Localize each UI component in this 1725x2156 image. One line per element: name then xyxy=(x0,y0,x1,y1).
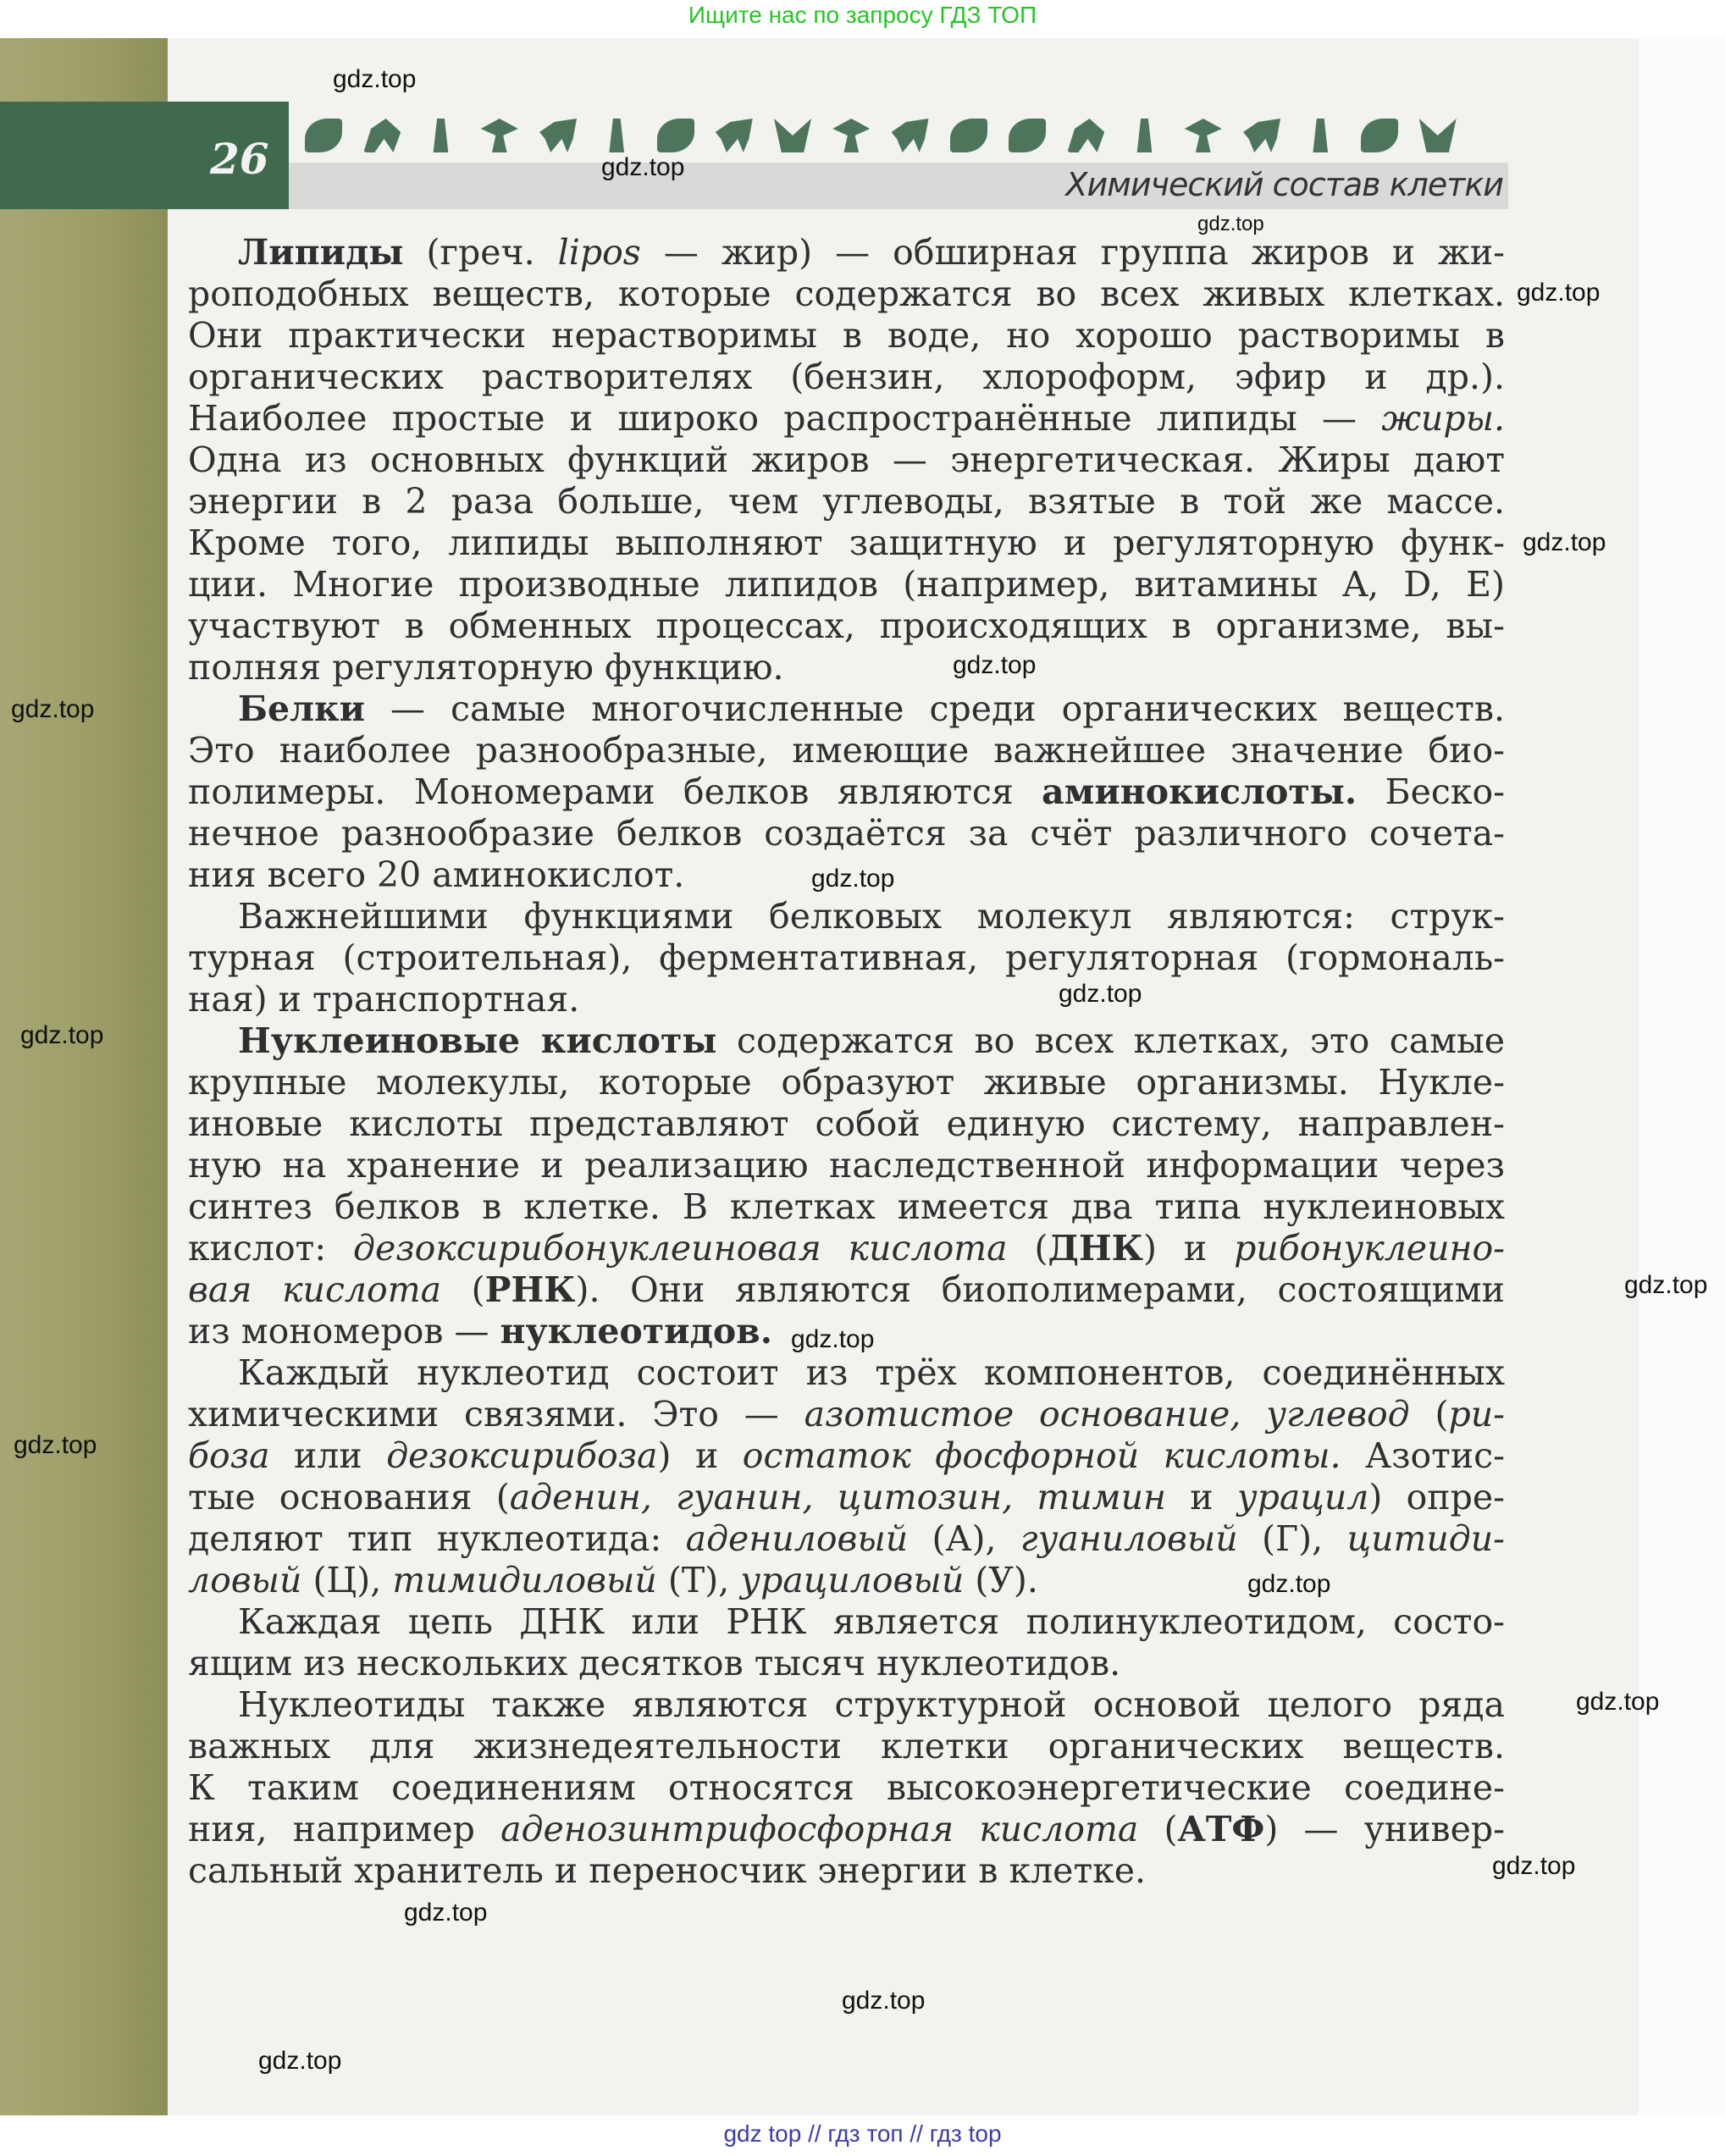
text-span: ящим из нескольких десятков тысяч нуклеотидов. xyxy=(188,1643,1121,1683)
text-line xyxy=(188,730,1505,771)
bold-term: нуклеотидов. xyxy=(500,1311,773,1352)
text-span: роподобных веществ, которые содержатся во всех живых клетках. xyxy=(188,274,1505,314)
text-line xyxy=(188,771,1505,813)
text-span: ( xyxy=(1007,1228,1048,1269)
insect-icon xyxy=(832,119,870,152)
italic-term: гуаниловый xyxy=(1020,1518,1238,1559)
italic-term: жиры. xyxy=(1381,398,1505,439)
text-span: иновые кислоты представляют собой единую систему, направлен- xyxy=(188,1103,1505,1144)
text-line xyxy=(188,1062,1505,1103)
text-line xyxy=(188,439,1505,481)
watermark: gdz.top xyxy=(404,1899,488,1927)
animal-icon xyxy=(363,119,401,152)
text-line xyxy=(188,1352,1505,1394)
text-span: ная) и транспортная. xyxy=(188,979,580,1020)
bold-term: Нуклеиновые кислоты xyxy=(238,1020,717,1061)
text-span: Каждая цепь ДНК или РНК является полинуклеотидом, состо- xyxy=(238,1601,1505,1642)
text-span: сальный хранитель и переносчик энергии в клетке. xyxy=(188,1850,1147,1891)
text-span: ния, например xyxy=(188,1809,501,1849)
italic-term: аденозинтрифосфорная кислота xyxy=(500,1809,1139,1849)
text-line xyxy=(188,1477,1505,1518)
text-span: ) — универ- xyxy=(1264,1809,1505,1849)
text-span: синтез белков в клетке. В клетках имеется два типа нуклеиновых xyxy=(188,1186,1505,1227)
bold-term: Липиды xyxy=(238,232,404,273)
italic-term: цитиди- xyxy=(1346,1518,1506,1559)
watermark: gdz.top xyxy=(1523,528,1606,556)
bottom-banner: gdz top // гдз топ // гдз top xyxy=(723,2120,1002,2147)
italic-term: тимидиловый xyxy=(392,1560,657,1600)
text-line xyxy=(188,1394,1505,1435)
watermark: gdz.top xyxy=(333,65,417,93)
text-span: ) и xyxy=(657,1435,743,1476)
animal-silhouettes-decoration xyxy=(305,108,1457,152)
text-span: крупные молекулы, которые образуют живые организмы. Нукле- xyxy=(188,1062,1505,1103)
watermark: gdz.top xyxy=(1247,1570,1331,1598)
text-span: (Ц), xyxy=(301,1560,393,1600)
figure-icon xyxy=(423,119,460,152)
text-span: ). Они являются биополимерами, состоящими xyxy=(575,1269,1505,1310)
text-line xyxy=(188,522,1505,564)
text-line xyxy=(188,605,1505,647)
text-span: содержатся во всех клетках, это самые xyxy=(716,1020,1506,1061)
italic-term: азотистое основание, углевод xyxy=(804,1394,1410,1435)
text-span: ( xyxy=(1409,1394,1449,1435)
text-span: — жир) — обширная группа жиров и жи- xyxy=(640,232,1505,273)
text-line xyxy=(188,481,1505,522)
text-line xyxy=(188,232,1505,274)
text-line xyxy=(188,979,1505,1020)
watermark: gdz.top xyxy=(11,695,95,723)
text-span: Беско- xyxy=(1357,771,1506,812)
text-line xyxy=(188,896,1505,937)
text-line xyxy=(188,315,1505,357)
italic-term: вая кислота xyxy=(188,1269,442,1310)
text-span: Важнейшими функциями белковых молекул являются: струк- xyxy=(238,896,1505,937)
text-line xyxy=(188,1145,1505,1186)
text-line xyxy=(188,1020,1505,1062)
bold-term: АТФ xyxy=(1177,1809,1265,1849)
text-line xyxy=(188,1809,1505,1850)
italic-term: ри- xyxy=(1448,1394,1505,1435)
text-span: органических растворителях (бензин, хлороформ, эфир и др.). xyxy=(188,357,1505,397)
italic-term: рибонуклеино- xyxy=(1234,1228,1506,1269)
text-span: полимеры. Мономерами белков являются xyxy=(188,771,1042,812)
text-span: или xyxy=(269,1435,387,1476)
text-span: ( xyxy=(1138,1809,1178,1849)
text-line xyxy=(188,564,1505,605)
text-span: тые основания ( xyxy=(188,1477,510,1517)
watermark: gdz.top xyxy=(791,1325,875,1353)
text-line xyxy=(188,647,1505,688)
text-span: Каждый нуклеотид состоит из трёх компонентов, соединённых xyxy=(238,1352,1505,1393)
text-span: Они практически нерастворимы в воде, но хорошо растворимы в xyxy=(188,315,1505,356)
text-span: Наиболее простые и широко распространённые липиды — xyxy=(188,398,1382,439)
text-span: Азотис- xyxy=(1341,1435,1505,1476)
text-line xyxy=(188,274,1505,315)
text-span: (греч. xyxy=(403,232,558,273)
text-span: Одна из основных функций жиров — энергетическая. Жиры дают xyxy=(188,439,1505,480)
text-span: химическими связями. Это — xyxy=(188,1394,804,1435)
watermark: gdz.top xyxy=(1517,279,1601,307)
text-line xyxy=(188,398,1505,439)
text-line xyxy=(188,1767,1505,1809)
text-span: (Г), xyxy=(1237,1518,1347,1559)
butterfly-icon xyxy=(1419,119,1457,152)
watermark: gdz.top xyxy=(842,1987,926,2015)
text-line xyxy=(188,1601,1505,1643)
animal-icon xyxy=(1067,119,1104,152)
watermark: gdz.top xyxy=(1197,213,1264,235)
watermark: gdz.top xyxy=(1624,1271,1708,1299)
figure-icon xyxy=(598,119,635,152)
text-span: турная (строительная), ферментативная, регуляторная (гормональ- xyxy=(188,937,1505,978)
watermark: gdz.top xyxy=(1576,1688,1660,1716)
watermark: gdz.top xyxy=(20,1021,104,1049)
text-line xyxy=(188,1186,1505,1228)
text-span: — самые многочисленные среди органических веществ. xyxy=(365,688,1505,729)
text-span: ния всего 20 аминокислот. xyxy=(188,854,685,895)
text-span: кислот: xyxy=(188,1228,354,1269)
text-span: Кроме того, липиды выполняют защитную и регуляторную функ- xyxy=(188,522,1505,563)
text-line xyxy=(188,1684,1505,1726)
text-span: полняя регуляторную функцию. xyxy=(188,647,784,688)
italic-term: ловый xyxy=(188,1560,302,1600)
text-line xyxy=(188,813,1505,854)
text-span: ции. Многие производные липидов (например, витамины A, D, E) xyxy=(188,564,1505,605)
animal-icon xyxy=(539,119,577,152)
text-span: нечное разнообразие белков создаётся за счёт различного сочета- xyxy=(188,813,1505,854)
bold-term: аминокислоты. xyxy=(1042,771,1357,812)
text-line xyxy=(188,1726,1505,1767)
italic-term: адениловый xyxy=(685,1518,909,1559)
text-span: Это наиболее разнообразные, имеющие важнейшее значение био- xyxy=(188,730,1505,771)
text-line xyxy=(188,1269,1505,1311)
animal-icon xyxy=(892,119,929,152)
figure-icon xyxy=(1126,119,1164,152)
text-line xyxy=(188,1850,1505,1892)
body-text xyxy=(188,232,1505,1892)
bird-icon xyxy=(1361,119,1398,152)
text-span: деляют тип нуклеотида: xyxy=(188,1518,686,1559)
italic-term: урациловый xyxy=(740,1560,965,1600)
animal-icon xyxy=(716,119,753,152)
text-span: ( xyxy=(441,1269,485,1310)
italic-term: боза xyxy=(188,1435,270,1476)
figure-icon xyxy=(1302,119,1339,152)
text-span: из мономеров — xyxy=(188,1311,500,1352)
watermark: gdz.top xyxy=(601,153,685,181)
bold-term: ДНК xyxy=(1048,1228,1143,1269)
text-span: важных для жизнедеятельности клетки органических веществ. xyxy=(188,1726,1505,1766)
text-span: (Т), xyxy=(656,1560,741,1600)
bird-icon xyxy=(305,119,342,152)
bird-icon xyxy=(950,119,987,152)
page-number: 26 xyxy=(210,134,269,184)
text-span: (У). xyxy=(964,1560,1038,1600)
text-line xyxy=(188,937,1505,979)
bird-icon xyxy=(1009,119,1046,152)
butterfly-icon xyxy=(774,119,811,152)
chapter-title: Химический состав клетки xyxy=(1065,166,1503,203)
page-margin xyxy=(1639,38,1725,2115)
text-line xyxy=(188,1643,1505,1684)
text-line xyxy=(188,1518,1505,1560)
text-span: (А), xyxy=(908,1518,1020,1559)
text-span: Нуклеотиды также являются структурной основой целого ряда xyxy=(238,1684,1505,1725)
italic-term: lipos xyxy=(557,232,641,273)
text-line xyxy=(188,1228,1505,1269)
text-span: ную на хранение и реализацию наследственной информации через xyxy=(188,1145,1505,1186)
insect-icon xyxy=(1185,119,1222,152)
text-span: энергии в 2 раза больше, чем углеводы, взятые в той же массе. xyxy=(188,481,1505,522)
italic-term: урацил xyxy=(1236,1477,1369,1517)
text-span: ) опре- xyxy=(1368,1477,1505,1517)
watermark: gdz.top xyxy=(953,651,1037,679)
watermark: gdz.top xyxy=(258,2047,342,2075)
top-search-banner: Ищите нас по запросу ГДЗ ТОП xyxy=(688,2,1037,28)
bird-icon xyxy=(657,119,694,152)
text-span: участвуют в обменных процессах, происходящих в организме, вы- xyxy=(188,605,1505,646)
watermark: gdz.top xyxy=(1492,1852,1576,1880)
italic-term: дезоксирибонуклеиновая кислота xyxy=(353,1228,1008,1269)
text-span: К таким соединениям относятся высокоэнергетические соедине- xyxy=(188,1767,1505,1808)
insect-icon xyxy=(481,119,518,152)
italic-term: остаток фосфорной кислоты. xyxy=(742,1435,1341,1476)
bold-term: Белки xyxy=(238,688,366,729)
watermark: gdz.top xyxy=(14,1431,97,1459)
text-span: ) и xyxy=(1142,1228,1235,1269)
page-side-strip xyxy=(0,38,168,2115)
animal-icon xyxy=(1243,119,1280,152)
bold-term: РНК xyxy=(484,1269,576,1310)
text-span: и xyxy=(1166,1477,1237,1517)
text-line xyxy=(188,688,1505,730)
text-line xyxy=(188,1103,1505,1145)
watermark: gdz.top xyxy=(811,865,895,893)
watermark: gdz.top xyxy=(1059,980,1142,1008)
text-line xyxy=(188,1435,1505,1477)
italic-term: дезоксирибоза xyxy=(386,1435,658,1476)
italic-term: аденин, гуанин, цитозин, тимин xyxy=(509,1477,1167,1517)
text-line xyxy=(188,357,1505,398)
